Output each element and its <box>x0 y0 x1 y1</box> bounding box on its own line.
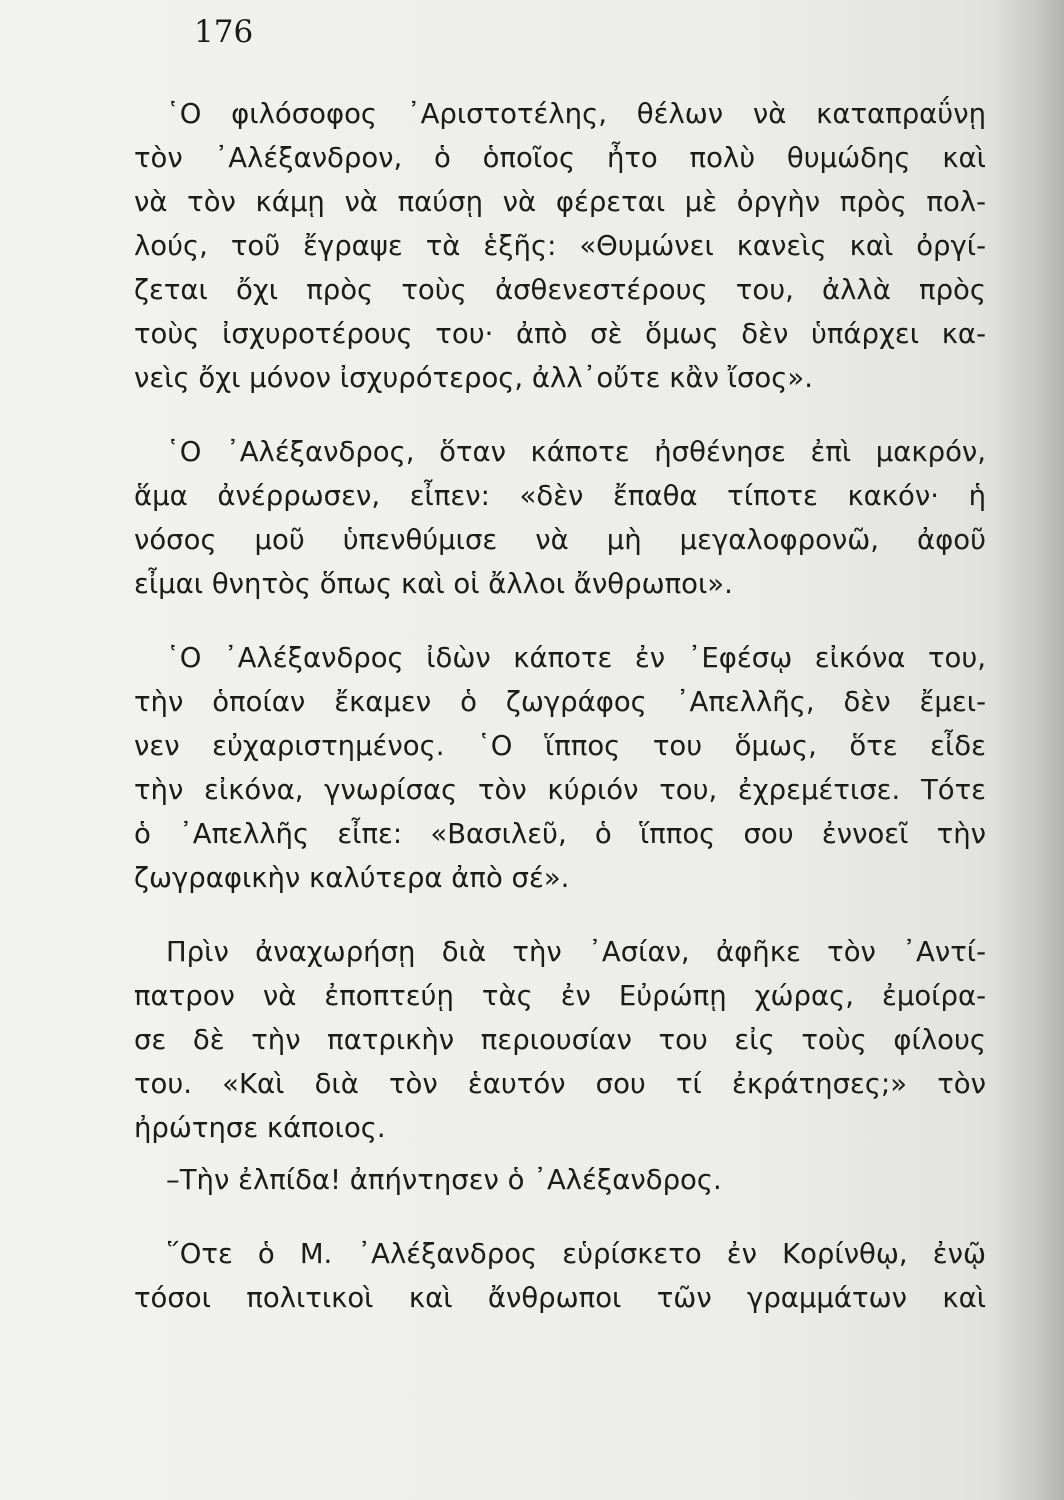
text-line: του. «Καὶ διὰ τὸν ἑαυτόν σου τί ἐκράτησες;» τὸν <box>134 1068 986 1100</box>
text-line: ἅμα ἀνέρρωσεν, εἶπεν: «δὲν ἔπαθα τίποτε κακόν· ἡ <box>134 480 986 512</box>
text-line: σε δὲ τὴν πατρικὴν περιουσίαν του εἰς τοὺς φίλους <box>134 1024 986 1056</box>
text-line: νόσος μοῦ ὑπενθύμισε νὰ μὴ μεγαλοφρονῶ, ἀφοῦ <box>134 524 986 556</box>
paragraph-gap <box>134 400 986 430</box>
text-line: εἶμαι θνητὸς ὅπως καὶ οἱ ἄλλοι ἄνθρωποι». <box>134 568 733 600</box>
page-number: 176 <box>194 14 254 50</box>
text-line: ῾Ο φιλόσοφος ᾿Αριστοτέλης, θέλων νὰ καταπραΰνῃ <box>166 98 986 130</box>
text-line: λούς, τοῦ ἔγραψε τὰ ἑξῆς: «Θυμώνει κανεὶς καὶ ὀργί- <box>134 230 986 262</box>
text-line: –Τὴν ἐλπίδα! ἀπήντησεν ὁ ᾿Αλέξανδρος. <box>166 1164 722 1196</box>
text-line: νὰ τὸν κάμῃ νὰ παύσῃ νὰ φέρεται μὲ ὀργὴν πρὸς πολ- <box>134 186 986 218</box>
body-text <box>134 92 986 1320</box>
text-line: Πρὶν ἀναχωρήσῃ διὰ τὴν ᾿Ασίαν, ἀφῆκε τὸν ᾿Αντί- <box>166 936 986 968</box>
text-line: ἠρώτησε κάποιος. <box>134 1112 386 1144</box>
paragraph-gap <box>134 900 986 930</box>
text-line: τόσοι πολιτικοὶ καὶ ἄνθρωποι τῶν γραμμάτων καὶ <box>134 1282 986 1314</box>
page-edge-shadow <box>994 0 1064 1500</box>
paragraph-hope <box>134 1158 986 1202</box>
paragraph-departure <box>134 930 986 1150</box>
text-line: τὴν ὁποίαν ἔκαμεν ὁ ζωγράφος ᾿Απελλῆς, δὲν ἔμει- <box>134 686 986 718</box>
text-line: τοὺς ἰσχυροτέρους του· ἀπὸ σὲ ὅμως δὲν ὑπάρχει κα- <box>134 318 986 350</box>
text-line: τὴν εἰκόνα, γνωρίσας τὸν κύριόν του, ἐχρεμέτισε. Τότε <box>134 774 986 806</box>
text-line: νεὶς ὄχι μόνον ἰσχυρότερος, ἀλλ᾿οὔτε κἂν ἴσος». <box>134 362 813 394</box>
text-line: πατρον νὰ ἐποπτεύῃ τὰς ἐν Εὐρώπῃ χώρας, ἐμοίρα- <box>134 980 986 1012</box>
paragraph-corinth <box>134 1232 986 1320</box>
text-line: ὁ ᾿Απελλῆς εἶπε: «Βασιλεῦ, ὁ ἵππος σου ἐννοεῖ τὴν <box>134 818 986 850</box>
text-line: ζεται ὄχι πρὸς τοὺς ἀσθενεστέρους του, ἀλλὰ πρὸς <box>134 274 986 306</box>
paragraph-gap <box>134 1202 986 1232</box>
paragraph-gap <box>134 606 986 636</box>
text-line: ζωγραφικὴν καλύτερα ἀπὸ σέ». <box>134 862 570 894</box>
paragraph-illness <box>134 430 986 606</box>
paragraph-aristotle <box>134 92 986 400</box>
paragraph-apelles <box>134 636 986 900</box>
text-line: ῾Ο ᾿Αλέξανδρος ἰδὼν κάποτε ἐν ᾿Εφέσῳ εἰκόνα του, <box>166 642 986 674</box>
text-line: ῾Ο ᾿Αλέξανδρος, ὅταν κάποτε ἠσθένησε ἐπὶ μακρόν, <box>166 436 986 468</box>
paragraph-gap <box>134 1150 986 1158</box>
text-line: ῞Οτε ὁ Μ. ᾿Αλέξανδρος εὑρίσκετο ἐν Κορίνθῳ, ἐνῷ <box>166 1238 986 1270</box>
text-line: τὸν ᾿Αλέξανδρον, ὁ ὁποῖος ἦτο πολὺ θυμώδης καὶ <box>134 142 986 174</box>
text-line: νεν εὐχαριστημένος. ῾Ο ἵππος του ὅμως, ὅτε εἶδε <box>134 730 986 762</box>
